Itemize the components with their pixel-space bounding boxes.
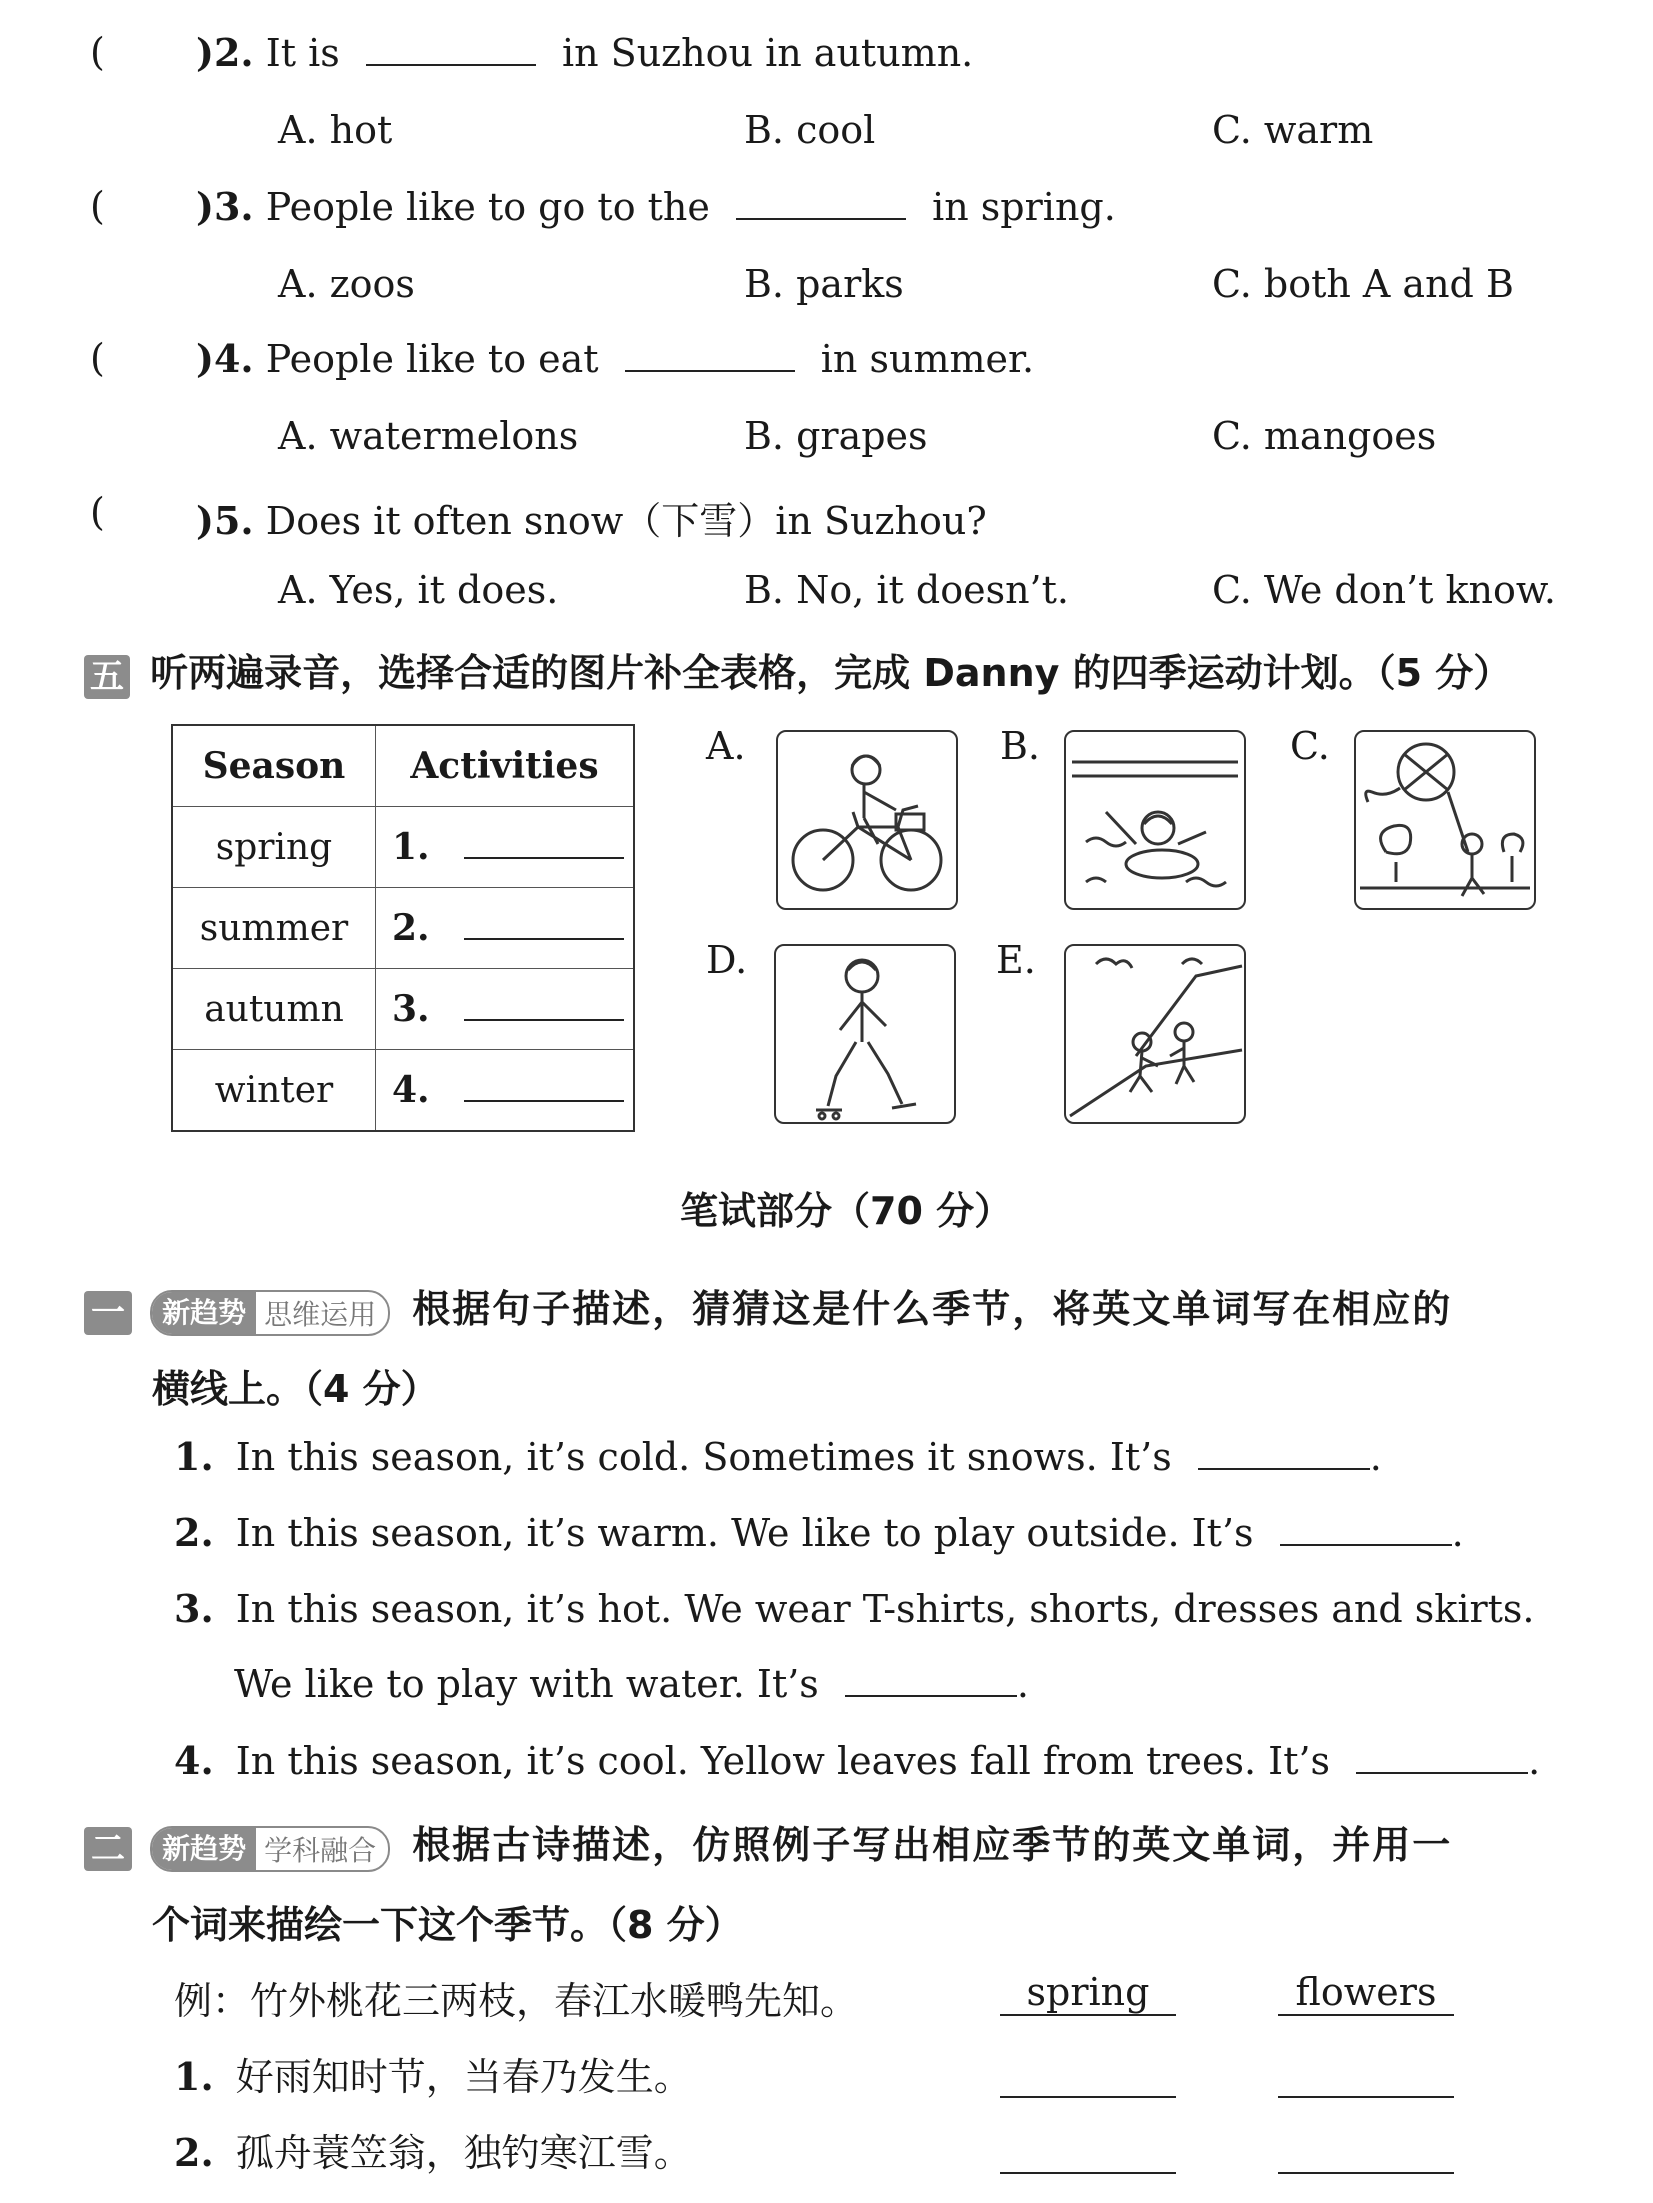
- section-badge: 五: [84, 655, 130, 699]
- season-cell: summer: [172, 888, 376, 969]
- question-2: [196, 30, 973, 75]
- section-title: 听两遍录音，选择合适的图片补全表格，完成 Danny 的四季运动计划。（5 分）: [150, 651, 1512, 695]
- season-cell: spring: [172, 807, 376, 888]
- answer-blank-word[interactable]: [1278, 2172, 1454, 2174]
- row-number: 1.: [392, 826, 430, 868]
- fill-item-3-cont: [234, 1662, 1029, 1706]
- question-text-end: in spring.: [932, 185, 1116, 229]
- item-number: 4.: [174, 1738, 214, 1783]
- answer-blank[interactable]: [366, 63, 536, 66]
- question-text: People like to go to the: [265, 185, 710, 229]
- fill-item-1: [174, 1434, 1382, 1479]
- picture-label-a: A.: [706, 724, 746, 768]
- activity-cell[interactable]: [376, 807, 635, 888]
- answer-paren[interactable]: (: [90, 184, 105, 228]
- answer-blank[interactable]: [464, 937, 624, 940]
- section-title: 根据古诗描述，仿照例子写出相应季节的英文单词，并用一: [412, 1823, 1453, 1867]
- question-text-end: in summer.: [820, 337, 1035, 381]
- answer-blank-season[interactable]: [1000, 2096, 1176, 2098]
- fill-item-3: [174, 1586, 1535, 1631]
- question-number: )3.: [196, 184, 254, 229]
- question-number: )5.: [196, 498, 254, 543]
- answer-blank[interactable]: [1198, 1467, 1370, 1470]
- fill-item-2: [174, 1510, 1464, 1555]
- option-c: C. warm: [1212, 108, 1374, 152]
- answer-blank[interactable]: [464, 1018, 624, 1021]
- season-cell: winter: [172, 1050, 376, 1132]
- season-activity-table: [171, 724, 635, 1132]
- tag-secondary: 学科融合: [264, 1833, 377, 1867]
- answer-paren[interactable]: (: [90, 490, 105, 534]
- item-number: 3.: [174, 1586, 214, 1631]
- answer-blank[interactable]: [1356, 1771, 1528, 1774]
- skating-boy-icon[interactable]: [774, 944, 956, 1124]
- picture-label-c: C.: [1290, 724, 1330, 768]
- question-text-end: in Suzhou in autumn.: [561, 31, 974, 75]
- item-text: In this season, it’s cold. Sometimes it snows. It’s: [235, 1435, 1172, 1479]
- question-5: [196, 490, 987, 545]
- answer-paren[interactable]: (: [90, 30, 105, 74]
- picture-label-e: E.: [996, 938, 1036, 982]
- answer-blank[interactable]: [464, 856, 624, 859]
- answer-blank-season[interactable]: [1000, 2172, 1176, 2174]
- item-text: In this season, it’s cool. Yellow leaves fall from trees. It’s: [235, 1739, 1331, 1783]
- trend-tag: [150, 1826, 390, 1872]
- column-header-season: Season: [172, 725, 376, 807]
- section-title-cont: 个词来描绘一下这个季节。（8 分）: [152, 1903, 743, 1947]
- answer-blank[interactable]: [1280, 1543, 1452, 1546]
- table-row: [172, 888, 634, 969]
- answer-blank[interactable]: [845, 1694, 1017, 1697]
- row-number: 2.: [392, 907, 430, 949]
- question-3: [196, 184, 1116, 229]
- table-row: [172, 969, 634, 1050]
- question-number: )2.: [196, 30, 254, 75]
- poem-text: 孤舟蓑笠翁，独钓寒江雪。: [235, 2131, 692, 2175]
- activity-cell[interactable]: [376, 888, 635, 969]
- option-c: C. mangoes: [1212, 414, 1437, 458]
- row-number: 4.: [392, 1069, 430, 1111]
- table-row: [172, 807, 634, 888]
- option-b: B. grapes: [744, 414, 928, 458]
- answer-blank[interactable]: [736, 217, 906, 220]
- poem-item-1: [174, 2046, 692, 2101]
- option-a: A. watermelons: [278, 414, 579, 458]
- item-text: We like to play with water. It’s: [234, 1662, 819, 1706]
- answer-blank[interactable]: [625, 369, 795, 372]
- question-text: It is: [265, 31, 340, 75]
- answer-blank[interactable]: [464, 1099, 624, 1102]
- answer-blank-word[interactable]: [1278, 2096, 1454, 2098]
- item-text: In this season, it’s hot. We wear T-shirts, shorts, dresses and skirts.: [235, 1587, 1535, 1631]
- picture-label-d: D.: [706, 938, 748, 982]
- option-c: C. both A and B: [1212, 262, 1514, 306]
- item-number: 1.: [174, 1434, 214, 1479]
- answer-paren[interactable]: (: [90, 336, 105, 380]
- section-title: 根据句子描述，猜猜这是什么季节，将英文单词写在相应的: [412, 1287, 1453, 1331]
- option-c: C. We don’t know.: [1212, 568, 1556, 612]
- item-number: 2.: [174, 2130, 214, 2175]
- option-a: A. Yes, it does.: [278, 568, 559, 612]
- written-part-title: 笔试部分（70 分）: [680, 1189, 1013, 1233]
- season-cell: autumn: [172, 969, 376, 1050]
- part-2-header: [84, 1814, 1452, 1872]
- activity-cell[interactable]: [376, 1050, 635, 1132]
- trend-tag: [150, 1290, 390, 1336]
- picture-label-b: B.: [1000, 724, 1041, 768]
- item-text: In this season, it’s warm. We like to play outside. It’s: [235, 1511, 1254, 1555]
- example-answer-word: flowers: [1278, 1970, 1454, 2016]
- row-number: 3.: [392, 988, 430, 1030]
- section-5-header: [84, 642, 1511, 699]
- option-b: B. No, it doesn’t.: [744, 568, 1069, 612]
- poem-text: 好雨知时节，当春乃发生。: [235, 2055, 692, 2099]
- table-header-row: [172, 725, 634, 807]
- poem-item-2: [174, 2122, 692, 2177]
- part-1-header: [84, 1278, 1452, 1336]
- question-number: )4.: [196, 336, 254, 381]
- cycling-boy-icon[interactable]: [776, 730, 958, 910]
- tag-primary: 新趋势: [152, 1292, 256, 1334]
- option-a: A. zoos: [278, 262, 415, 306]
- poem-example: 例：竹外桃花三两枝，春江水暖鸭先知。: [174, 1979, 859, 2023]
- question-text: Does it often snow（下雪）in Suzhou?: [265, 499, 987, 543]
- tag-primary: 新趋势: [152, 1828, 256, 1870]
- item-end: .: [1369, 1435, 1382, 1479]
- section-title-cont: 横线上。（4 分）: [152, 1367, 439, 1411]
- hiking-mountain-icon[interactable]: [1064, 944, 1246, 1124]
- item-end: .: [1528, 1739, 1541, 1783]
- item-number: 1.: [174, 2054, 214, 2099]
- column-header-activities: Activities: [376, 725, 635, 807]
- item-number: 2.: [174, 1510, 214, 1555]
- example-answer-season: spring: [1000, 1970, 1176, 2016]
- section-badge: 一: [84, 1291, 132, 1335]
- option-b: B. parks: [744, 262, 904, 306]
- item-end: .: [1451, 1511, 1464, 1555]
- fill-item-4: [174, 1738, 1540, 1783]
- item-end: .: [1016, 1662, 1029, 1706]
- tag-secondary: 思维运用: [264, 1297, 377, 1331]
- option-a: A. hot: [278, 108, 393, 152]
- swimming-boy-icon[interactable]: [1064, 730, 1246, 910]
- activity-cell[interactable]: [376, 969, 635, 1050]
- question-text: People like to eat: [265, 337, 599, 381]
- question-4: [196, 336, 1034, 381]
- section-badge: 二: [84, 1827, 132, 1871]
- kite-flying-icon[interactable]: [1354, 730, 1536, 910]
- table-row: [172, 1050, 634, 1132]
- option-b: B. cool: [744, 108, 876, 152]
